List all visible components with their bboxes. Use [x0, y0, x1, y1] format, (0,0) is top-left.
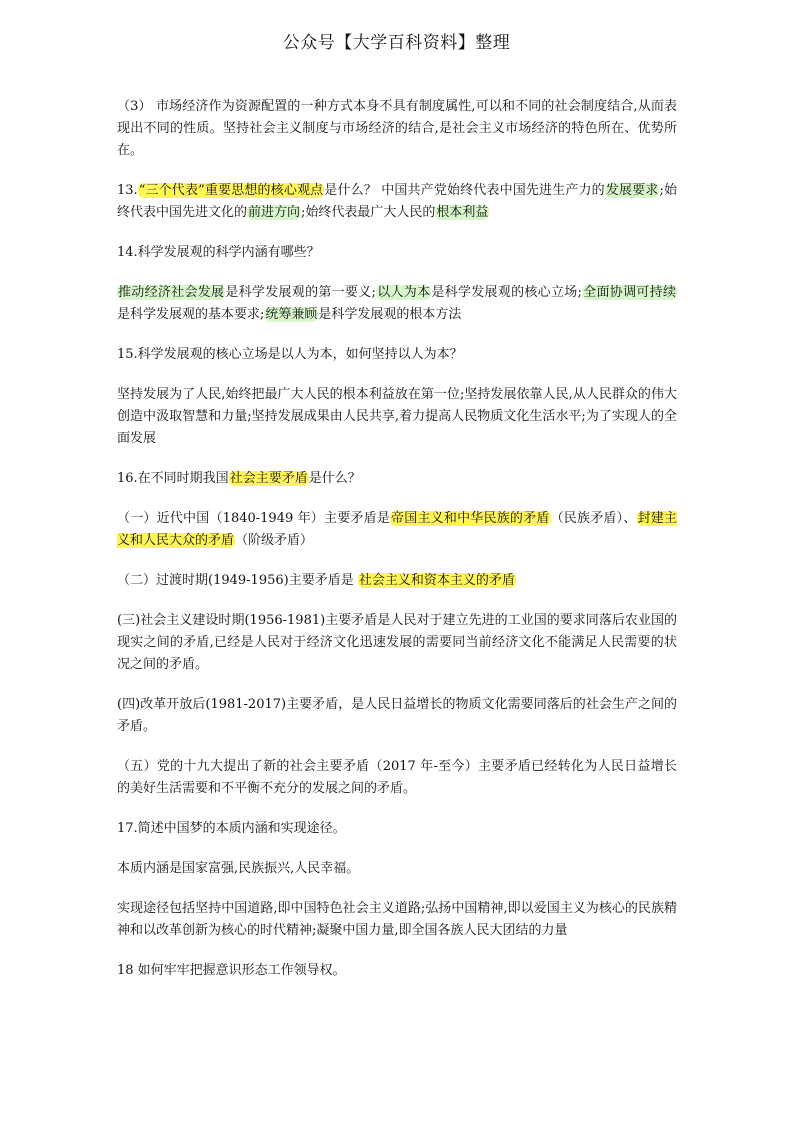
q16-question-highlight: 社会主要矛盾: [229, 471, 308, 486]
q14-text-3: 是科学发展观的基本要求;: [117, 307, 265, 322]
q17-question: 17.简述中国梦的本质内涵和实现途径。: [117, 821, 346, 836]
q13-paragraph: [117, 180, 677, 224]
q14-highlight-4: 统筹兼顾: [265, 307, 318, 322]
q16-a1-highlight-2: 封建主义和人民大众的矛盾: [117, 511, 677, 548]
q18-question: 18 如何牢牢把握意识形态工作领导权。: [117, 963, 346, 978]
q14-text-1: 是科学发展观的第一要义;: [225, 285, 376, 300]
q16-a1-post: （阶级矛盾）: [235, 533, 314, 548]
q13-text-1: ;始终代表中国先进文化的: [117, 183, 677, 220]
document-body: [117, 96, 677, 1000]
q16-answer-2: [117, 570, 677, 592]
q16-a2-highlight: 社会主义和资本主义的矛盾: [358, 573, 515, 588]
q13-highlight-2: 前进方向: [248, 205, 301, 220]
q14-text-2: 是科学发展观的核心立场;: [431, 285, 582, 300]
page-header: 公众号【大学百科资料】整理: [282, 33, 511, 53]
q16-a2-text: （二）过渡时期(1949-1956)主要矛盾是: [117, 573, 358, 588]
q14-highlight-3: 全面协调可持续: [582, 285, 676, 300]
q13-highlight-3: 根本利益: [436, 205, 489, 220]
q16-question-prefix: 16.在不同时期我国: [117, 471, 229, 486]
q14-highlight-1: 推动经济社会发展: [118, 285, 225, 300]
q13-text-2: ;始终代表最广大人民的: [301, 205, 436, 220]
q14-answer: [117, 282, 677, 326]
q17-answer-1: 本质内涵是国家富强,民族振兴,人民幸福。: [117, 861, 360, 876]
q15-question: 15.科学发展观的核心立场是以人为本，如何坚持以人为本？: [117, 347, 463, 362]
q13-text: 是什么？ 中国共产党始终代表中国先进生产力的: [324, 183, 605, 198]
q16-answer-1: [117, 508, 677, 552]
paragraph-market-economy: （3） 市场经济作为资源配置的一种方式本身不具有制度属性,可以和不同的社会制度结合,从而表现出不同的性质。坚持社会主义制度与市场经济的结合,是社会主义市场经济的特色所在、优势所在。: [117, 99, 677, 158]
q14-question: 14.科学发展观的科学内涵有哪些？: [117, 245, 320, 260]
q16-a1-text: （一）近代中国（1840-1949 年）主要矛盾是: [117, 511, 391, 526]
q13-highlight-1: 发展要求: [605, 183, 659, 198]
q14-text-4: 是科学发展观的根本方法: [318, 307, 462, 322]
q16-a1-highlight-1: 帝国主义和中华民族的矛盾: [391, 511, 550, 526]
q16-question: [117, 468, 677, 490]
q17-answer-2: 实现途径包括坚持中国道路,即中国特色社会主义道路;弘扬中国精神,即以爱国主义为核心的民族精神和以改革创新为核心的时代精神;凝聚中国力量,即全国各族人民大团结的力量: [117, 901, 677, 938]
q13-number: 13.: [117, 183, 138, 198]
q14-highlight-2: 以人为本: [376, 285, 431, 300]
q16-question-suffix: 是什么？: [308, 471, 361, 486]
q13-highlight-title: “三个代表”重要思想的核心观点: [138, 183, 324, 198]
q16-answer-3: (三)社会主义建设时期(1956-1981)主要矛盾是人民对于建立先进的工业国的要求同落后农业国的现实之间的矛盾,已经是人民对于经济文化迅速发展的需要同当前经济文化不能满足人民需要的状况之间的矛盾。: [117, 613, 677, 672]
q15-answer: 坚持发展为了人民,始终把最广大人民的根本利益放在第一位;坚持发展依靠人民,从人民群众的伟大创造中汲取智慧和力量;坚持发展成果由人民共享,着力提高人民物质文化生活水平;为了实现人的全面发展: [117, 387, 677, 446]
q16-answer-4: (四)改革开放后(1981-2017)主要矛盾，是人民日益增长的物质文化需要同落后的社会生产之间的矛盾。: [117, 697, 677, 734]
q16-answer-5: （五）党的十九大提出了新的社会主要矛盾（2017 年-至今）主要矛盾已经转化为人民日益增长的美好生活需要和不平衡不充分的发展之间的矛盾。: [117, 759, 677, 796]
q16-a1-mid: （民族矛盾）、: [550, 511, 637, 526]
